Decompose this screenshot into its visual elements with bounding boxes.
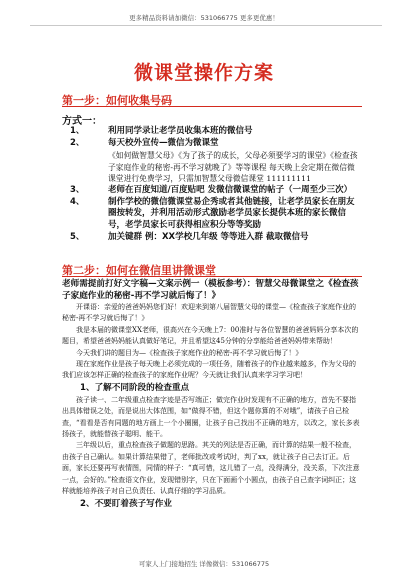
- paragraph: 三年级以后，重点检查孩子做题的思路。其关的列法是否正确，而计算的结果一般不检查，由孩子自己确认。如果计算结果错了，老师批改或考试时，判了xx，就让孩子自己去订正。后面，家长还要再写表情图，同情的样子：“真可惜，这儿错了一点，没得满分，没关系，下次注意一点，会好的。”检查语文作业，发现错别字，只在下面画个小圆点，由孩子自己查字词纠正；这样就能培养孩子对自己负责任、认真仔细的学习品质。: [62, 441, 360, 496]
- step2-body: [62, 274, 362, 511]
- paragraph: 现在家庭作业是孩子每天晚上必须完成的一项任务，随着孩子的作业越来越多，作为父母的我们应该怎样正确的检查孩子的家庭作业呢？今天就让我们认真来学习学习吧！: [62, 360, 356, 380]
- paragraph: 开课语：亲爱的爸爸妈妈您们好！欢迎来到第八届智慧父母的课堂—《检查孩子家庭作业的秘密-再不学习就后悔了！》: [62, 303, 356, 323]
- script-highlight: 老师需提前打好文字稿—文案示例一（模板参考）：智慧父母微课堂之《检查孩子家庭作业的秘密-再不学习就后悔了！》: [62, 279, 359, 301]
- subheading: 1、了解不同阶段的检查重点: [80, 382, 190, 393]
- paragraph: 孩子读一、二年级重点检查字迹是否写端正；做完作业时发现有不正确的地方，首先不要指出具体错误之处，而是说出大体范围，如“做得不错，但这个题你算的不对哦”，请孩子自己检查，“看看是否有同题的地方画上一个小圈圈，让孩子自己找出不正确的地方，以改之，家长多表扬孩子，就能替孩子聪明、能干。: [62, 395, 360, 439]
- item-text: 《如何做智慧父母》《为了孩子的成长，父母必须要学习的课堂》《检查孩子家庭作业的秘密-再不学习就晚了》等等课程 每天晚上会定期在微信微课堂进行免费学习，只需加智慧父母微信课堂 111111111: [108, 151, 358, 183]
- list-item: [62, 150, 362, 184]
- item-text: 加关键群 例：XX学校几年级 等等进入群 截取微信号: [108, 231, 309, 242]
- item-number: 2、: [70, 138, 85, 149]
- list-item: [62, 232, 362, 243]
- paragraph: 今天我们讲的题目为—《检查孩子家庭作业的秘密-再不学习就后悔了！》: [76, 348, 303, 357]
- list-item: [62, 126, 362, 137]
- item-text: 老师在百度知道/百度贴吧 发微信微课堂的帖子（一周至少三次）: [108, 185, 353, 196]
- list-item: [62, 197, 362, 231]
- paragraph: 我是本届的微课堂XX老师，很高兴在今天晚上7：00准时与各位智慧的爸爸妈妈分享本次的题目，希望爸爸妈妈能认真做好笔记，并且希望这45分钟的分享能给爸爸妈妈带来帮助！: [62, 325, 359, 346]
- method-label: 方式一：: [62, 116, 102, 127]
- item-number: [62, 150, 108, 184]
- page-header-note: 更多精品资料请加微信：531066775 更多更优惠！: [129, 14, 279, 22]
- list-item: [62, 185, 362, 196]
- step1-divider: [62, 106, 362, 107]
- step2-heading: 第二步：如何在微信里讲微课堂: [62, 264, 216, 277]
- item-text: 利用同学录让老学员收集本班的微信号: [108, 126, 253, 136]
- step1-heading: 第一步：如何收集号码: [62, 94, 172, 107]
- list-item: [62, 138, 362, 149]
- step1-item-list: [62, 126, 362, 244]
- page-footer-note: 可家人上门接地招生 详像微信：531066775: [138, 560, 270, 568]
- item-text: 制作学校的微信微课堂易企秀或者其他链接，让老学员家长在朋友圈按转发，并利用活动形式激励老学员家长提供本班的家长微信号，老学员家长可获得相应积分等等奖励: [108, 197, 355, 230]
- document-title: 微课堂操作方案: [133, 62, 274, 84]
- header-divider: [30, 25, 382, 26]
- item-text: 每天校外宣传—微信为微课堂: [108, 138, 219, 149]
- item-number: 4、: [70, 197, 85, 208]
- item-number: 5、: [70, 231, 85, 242]
- item-number: 1、: [70, 126, 85, 136]
- subheading: 2、不要盯着孩子写作业: [80, 498, 172, 509]
- item-number: 3、: [70, 185, 85, 196]
